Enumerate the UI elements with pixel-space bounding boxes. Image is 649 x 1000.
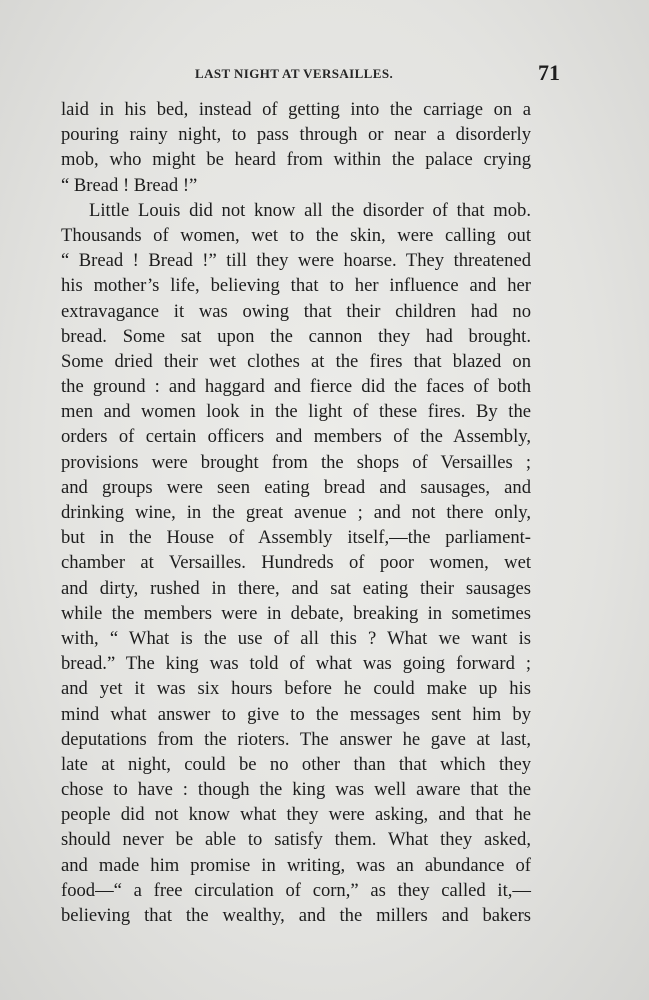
text-line: the ground : and haggard and fierce did the faces of both	[61, 376, 531, 398]
running-head	[60, 62, 560, 86]
body-text	[61, 97, 531, 928]
text-line: Thousands of women, wet to the skin, were calling out	[61, 224, 531, 246]
text-line: and groups were seen eating bread and sausages, and	[61, 476, 531, 498]
text-line: believing that the wealthy, and the millers and bakers	[61, 905, 531, 926]
text-line: extravagance it was owing that their children had no	[61, 300, 531, 322]
text-line: men and women look in the light of these fires. By the	[61, 401, 531, 423]
text-line: orders of certain officers and members of the Assembly,	[61, 426, 531, 448]
text-line: and yet it was six hours before he could make up his	[61, 678, 531, 700]
text-line: his mother’s life, believing that to her influence and her	[61, 275, 531, 297]
text-line: food—“ a free circulation of corn,” as they called it,—	[61, 879, 531, 901]
text-line: and made him promise in writing, was an abundance of	[61, 854, 531, 876]
text-line: Little Louis did not know all the disorder of that mob.	[89, 199, 531, 221]
text-line: bread.” The king was told of what was going forward ;	[61, 653, 531, 675]
text-line: provisions were brought from the shops of Versailles ;	[61, 451, 531, 473]
text-line: drinking wine, in the great avenue ; and not there only,	[61, 502, 531, 523]
text-line: chamber at Versailles. Hundreds of poor women, wet	[61, 552, 531, 574]
text-line: should never be able to satisfy them. What they asked,	[61, 829, 531, 851]
text-line: “ Bread ! Bread !” till they were hoarse. They threatened	[61, 250, 531, 272]
text-line: and dirty, rushed in there, and sat eating their sausages	[61, 577, 531, 599]
running-title: LAST NIGHT AT VERSAILLES.	[195, 66, 394, 81]
text-line: people did not know what they were asking, and that he	[61, 804, 531, 826]
text-line: Some dried their wet clothes at the fires that blazed on	[61, 350, 531, 372]
text-line: late at night, could be no other than that which they	[61, 753, 531, 775]
text-line: deputations from the rioters. The answer he gave at last,	[61, 728, 531, 750]
text-line: while the members were in debate, breaking in sometimes	[61, 602, 531, 624]
text-line: mind what answer to give to the messages sent him by	[61, 703, 531, 725]
text-line: pouring rainy night, to pass through or near a disorderly	[61, 124, 531, 146]
text-line: chose to have : though the king was well aware that the	[61, 779, 531, 801]
text-line: mob, who might be heard from within the palace crying	[61, 149, 531, 171]
text-line: but in the House of Assembly itself,—the parliament-	[61, 527, 531, 549]
page-number: 71	[538, 60, 560, 85]
text-line: laid in his bed, instead of getting into the carriage on a	[61, 99, 531, 120]
text-line: “ Bread ! Bread !”	[61, 174, 198, 196]
text-line: bread. Some sat upon the cannon they had brought.	[61, 325, 531, 347]
text-line: with, “ What is the use of all this ? What we want is	[61, 627, 531, 649]
